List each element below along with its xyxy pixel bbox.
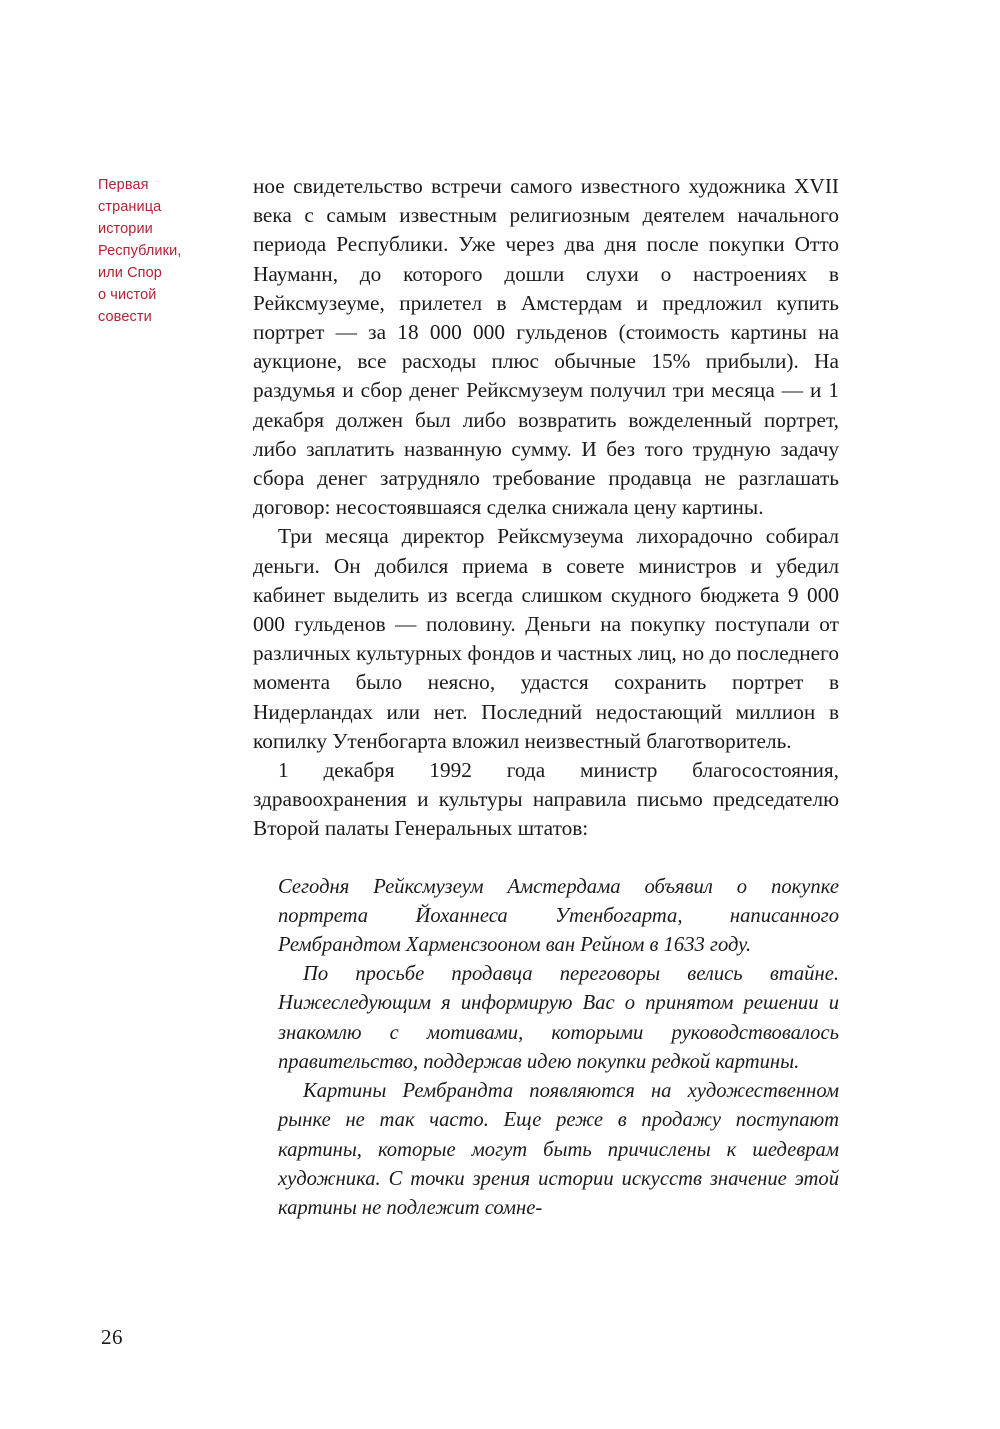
body-paragraph: 1 декабря 1992 года министр благосостояния, здравоохранения и культуры направила письмо председателю Второй палаты Генеральных штатов:	[253, 758, 839, 841]
margin-note-line: страница	[98, 199, 162, 215]
body-paragraph: Три месяца директор Рейксмузеума лихорадочно собирал деньги. Он добился приема в совете министров и убедил кабинет выделить из всегда слишком скудного бюджета 9 000 000 гульденов — половину. Деньги на покупку поступали от различных культурных фондов и частных лиц, но до последнего момента было неясно, удастся сохранить портрет в Нидерландах или нет. Последний недостающий миллион в копилку Утенбогарта вложил неизвестный благотворитель.	[253, 524, 839, 753]
page-number: 26	[101, 1325, 123, 1349]
margin-note-line: истории	[98, 221, 153, 237]
margin-note-line: Первая	[98, 177, 149, 193]
margin-note-line: Республики,	[98, 243, 182, 259]
margin-note-line: или Спор	[98, 265, 162, 281]
quote-paragraph: По просьбе продавца переговоры велись втайне. Нижеследующим я информирую Вас о принятом решении и знакомлю с мотивами, которыми руководствовалось правительство, поддержав идею покупки редкой картины.	[278, 963, 839, 1073]
margin-note-line: о чистой	[98, 287, 157, 303]
quote-paragraph: Сегодня Рейксмузеум Амстердама объявил о покупке портрета Йоханнеса Утенбогарта, написанного Рембрандтом Харменсзооном ван Рейном в 1633 году.	[278, 875, 839, 957]
quote-spacer	[253, 844, 839, 873]
quote-paragraph: Картины Рембрандта появляются на художественном рынке не так часто. Еще реже в продажу поступают картины, которые могут быть причислены к шедеврам художника. С точки зрения истории искусств значение этой картины не подлежит сомне-	[278, 1080, 839, 1219]
letter-blockquote	[278, 873, 839, 1223]
margin-note	[98, 174, 236, 328]
body-paragraph: ное свидетельство встречи самого известного художника XVII века с самым известным религиозным деятелем начального периода Республики. Уже через два дня после покупки Отто Науманн, до которого дошли слухи о настроениях в Рейксмузеуме, прилетел в Амстердам и предложил купить портрет — за 18 000 000 гульденов (стоимость картины на аукционе, все расходы плюс обычные 15% прибыли). На раздумья и сбор денег Рейксмузеум получил три месяца — и 1 декабря должен был либо возвратить вожделенный портрет, либо заплатить названную сумму. И без того трудную задачу сбора денег затрудняло требование продавца не разглашать договор: несостоявшаяся сделка снижала цену картины.	[253, 174, 839, 520]
text-column	[253, 172, 839, 1223]
margin-note-line: совести	[98, 309, 152, 325]
